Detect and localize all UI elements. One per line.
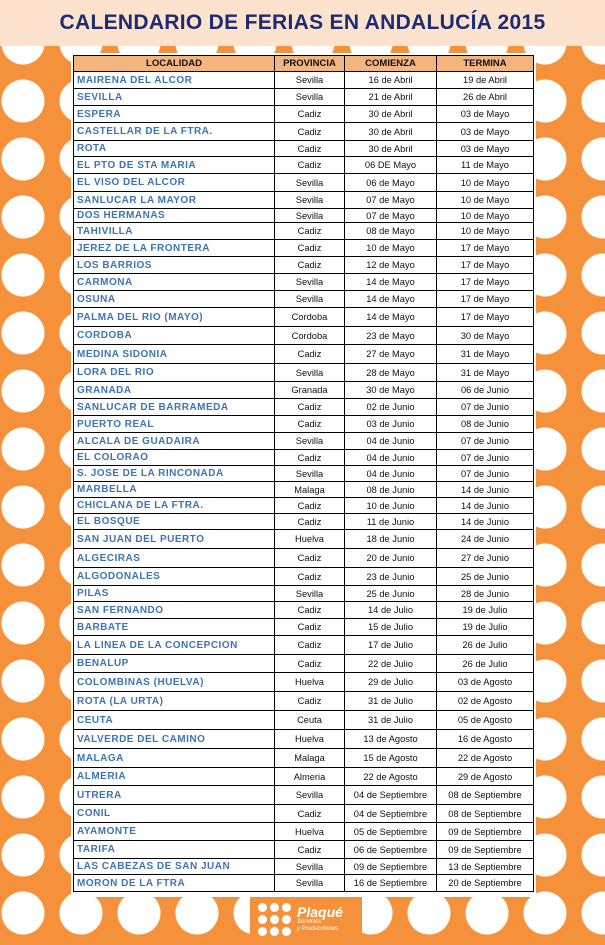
cell-loc: PILAS xyxy=(74,586,275,602)
cell-start: 07 de Mayo xyxy=(345,192,437,209)
table-row xyxy=(74,498,534,514)
cell-end: 17 de Mayo xyxy=(437,257,534,274)
cell-start: 15 de Agosto xyxy=(345,749,437,768)
cell-start: 04 de Junio xyxy=(345,466,437,482)
table-row xyxy=(74,619,534,636)
cell-prov: Cadiz xyxy=(275,123,345,141)
cell-loc: GRANADA xyxy=(74,382,275,399)
cell-prov: Cadiz xyxy=(275,619,345,636)
cell-end: 02 de Agosto xyxy=(437,692,534,711)
cell-end: 28 de Junio xyxy=(437,586,534,602)
page-title: CALENDARIO DE FERIAS EN ANDALUCÍA 2015 xyxy=(59,11,546,34)
cell-prov: Cadiz xyxy=(275,841,345,859)
cell-loc: CASTELLAR DE LA FTRA. xyxy=(74,123,275,141)
cell-prov: Malaga xyxy=(275,482,345,498)
cell-prov: Huelva xyxy=(275,673,345,692)
table-row xyxy=(74,106,534,123)
cell-loc: MEDINA SIDONIA xyxy=(74,345,275,364)
cell-end: 17 de Mayo xyxy=(437,291,534,308)
table-row xyxy=(74,141,534,157)
cell-prov: Sevilla xyxy=(275,466,345,482)
cell-loc: CARMONA xyxy=(74,274,275,291)
table-row xyxy=(74,416,534,433)
cell-end: 24 de Junio xyxy=(437,530,534,549)
cell-end: 16 de Agosto xyxy=(437,730,534,749)
cell-loc: EL COLORAO xyxy=(74,450,275,466)
table-header-row xyxy=(74,56,534,72)
logo-brand: Plaqué xyxy=(297,904,343,920)
table-row xyxy=(74,786,534,805)
cell-end: 08 de Septiembre xyxy=(437,805,534,823)
cell-loc: BENALUP xyxy=(74,655,275,673)
cell-prov: Cadiz xyxy=(275,257,345,274)
cell-prov: Sevilla xyxy=(275,274,345,291)
table-row xyxy=(74,568,534,586)
cell-end: 26 de Julio xyxy=(437,655,534,673)
table-row xyxy=(74,875,534,892)
cell-loc: SAN JUAN DEL PUERTO xyxy=(74,530,275,549)
table-row xyxy=(74,174,534,192)
cell-end: 17 de Mayo xyxy=(437,240,534,257)
table-row xyxy=(74,123,534,141)
table-row xyxy=(74,549,534,568)
table-row xyxy=(74,345,534,364)
cell-loc: CORDOBA xyxy=(74,327,275,345)
cell-prov: Cadiz xyxy=(275,416,345,433)
table-row xyxy=(74,327,534,345)
table-row xyxy=(74,433,534,450)
cell-prov: Cadiz xyxy=(275,498,345,514)
table-row xyxy=(74,482,534,498)
logo-tagline-1: Servicios xyxy=(297,919,322,925)
cell-prov: Cadiz xyxy=(275,223,345,240)
cell-start: 30 de Abril xyxy=(345,106,437,123)
cell-loc: DOS HERMANAS xyxy=(74,209,275,223)
cell-loc: MORON DE LA FTRA xyxy=(74,875,275,892)
cell-start: 04 de Septiembre xyxy=(345,805,437,823)
cell-loc: SANLUCAR LA MAYOR xyxy=(74,192,275,209)
table-row xyxy=(74,586,534,602)
cell-prov: Cadiz xyxy=(275,450,345,466)
cell-start: 06 de Septiembre xyxy=(345,841,437,859)
cell-end: 27 de Junio xyxy=(437,549,534,568)
cell-end: 19 de Julio xyxy=(437,602,534,619)
cell-prov: Huelva xyxy=(275,530,345,549)
cell-loc: MALAGA xyxy=(74,749,275,768)
cell-loc: S. JOSE DE LA RINCONADA xyxy=(74,466,275,482)
cell-start: 31 de Julio xyxy=(345,711,437,730)
cell-end: 29 de Agosto xyxy=(437,768,534,786)
cell-loc: ESPERA xyxy=(74,106,275,123)
table-row xyxy=(74,805,534,823)
cell-loc: BARBATE xyxy=(74,619,275,636)
cell-end: 09 de Septiembre xyxy=(437,823,534,841)
cell-loc: UTRERA xyxy=(74,786,275,805)
cell-prov: Cadiz xyxy=(275,240,345,257)
table-row xyxy=(74,730,534,749)
cell-start: 30 de Abril xyxy=(345,141,437,157)
cell-start: 15 de Julio xyxy=(345,619,437,636)
cell-end: 07 de Junio xyxy=(437,433,534,450)
cell-start: 29 de Julio xyxy=(345,673,437,692)
cell-start: 23 de Mayo xyxy=(345,327,437,345)
cell-prov: Malaga xyxy=(275,749,345,768)
table-body xyxy=(74,72,534,892)
table-row xyxy=(74,192,534,209)
cell-loc: COLOMBINAS (HUELVA) xyxy=(74,673,275,692)
cell-end: 22 de Agosto xyxy=(437,749,534,768)
cell-loc: CONIL xyxy=(74,805,275,823)
cell-end: 03 de Mayo xyxy=(437,141,534,157)
header-localidad: LOCALIDAD xyxy=(74,56,275,72)
cell-end: 19 de Julio xyxy=(437,619,534,636)
cell-prov: Sevilla xyxy=(275,433,345,450)
cell-start: 06 DE Mayo xyxy=(345,157,437,174)
cell-loc: CEUTA xyxy=(74,711,275,730)
table-row xyxy=(74,530,534,549)
cell-loc: SEVILLA xyxy=(74,89,275,106)
cell-loc: AYAMONTE xyxy=(74,823,275,841)
cell-start: 28 de Mayo xyxy=(345,364,437,382)
cell-loc: LOS BARRIOS xyxy=(74,257,275,274)
cell-loc: OSUNA xyxy=(74,291,275,308)
cell-prov: Cadiz xyxy=(275,805,345,823)
cell-start: 03 de Junio xyxy=(345,416,437,433)
cell-end: 08 de Junio xyxy=(437,416,534,433)
cell-start: 14 de Mayo xyxy=(345,291,437,308)
cell-prov: Sevilla xyxy=(275,174,345,192)
cell-loc: CHICLANA DE LA FTRA. xyxy=(74,498,275,514)
cell-end: 03 de Mayo xyxy=(437,123,534,141)
cell-start: 02 de Junio xyxy=(345,399,437,416)
cell-start: 11 de Junio xyxy=(345,514,437,530)
cell-start: 04 de Junio xyxy=(345,433,437,450)
table-row xyxy=(74,240,534,257)
table-row xyxy=(74,364,534,382)
cell-end: 05 de Agosto xyxy=(437,711,534,730)
cell-prov: Huelva xyxy=(275,823,345,841)
cell-start: 22 de Julio xyxy=(345,655,437,673)
table-row xyxy=(74,157,534,174)
table-row xyxy=(74,655,534,673)
cell-start: 16 de Septiembre xyxy=(345,875,437,892)
cell-prov: Sevilla xyxy=(275,209,345,223)
table-row xyxy=(74,841,534,859)
cell-prov: Sevilla xyxy=(275,859,345,875)
cell-prov: Sevilla xyxy=(275,364,345,382)
cell-end: 10 de Mayo xyxy=(437,192,534,209)
fairs-table xyxy=(73,55,534,892)
cell-start: 07 de Mayo xyxy=(345,209,437,223)
cell-start: 30 de Mayo xyxy=(345,382,437,399)
cell-loc: MARBELLA xyxy=(74,482,275,498)
cell-end: 07 de Junio xyxy=(437,466,534,482)
plaque-logo xyxy=(250,897,362,941)
table-row xyxy=(74,223,534,240)
cell-end: 08 de Septiembre xyxy=(437,786,534,805)
cell-loc: ALCALA DE GUADAIRA xyxy=(74,433,275,450)
cell-loc: PUERTO REAL xyxy=(74,416,275,433)
cell-start: 25 de Junio xyxy=(345,586,437,602)
cell-end: 03 de Agosto xyxy=(437,673,534,692)
cell-start: 20 de Junio xyxy=(345,549,437,568)
cell-prov: Cadiz xyxy=(275,157,345,174)
cell-loc: SAN FERNANDO xyxy=(74,602,275,619)
cell-loc: TARIFA xyxy=(74,841,275,859)
cell-loc: PALMA DEL RIO (MAYO) xyxy=(74,308,275,327)
cell-start: 13 de Agosto xyxy=(345,730,437,749)
cell-loc: ALMERIA xyxy=(74,768,275,786)
cell-start: 10 de Mayo xyxy=(345,240,437,257)
cell-prov: Sevilla xyxy=(275,192,345,209)
cell-prov: Huelva xyxy=(275,730,345,749)
cell-end: 10 de Mayo xyxy=(437,209,534,223)
table-row xyxy=(74,673,534,692)
cell-prov: Cadiz xyxy=(275,655,345,673)
table-row xyxy=(74,274,534,291)
cell-start: 09 de Septiembre xyxy=(345,859,437,875)
header-comienza: COMIENZA xyxy=(345,56,437,72)
cell-loc: EL PTO DE STA MARIA xyxy=(74,157,275,174)
cell-prov: Cadiz xyxy=(275,141,345,157)
cell-prov: Ceuta xyxy=(275,711,345,730)
table-row xyxy=(74,768,534,786)
cell-loc: EL BOSQUE xyxy=(74,514,275,530)
cell-loc: JEREZ DE LA FRONTERA xyxy=(74,240,275,257)
cell-loc: ROTA xyxy=(74,141,275,157)
cell-end: 10 de Mayo xyxy=(437,223,534,240)
cell-start: 30 de Abril xyxy=(345,123,437,141)
cell-loc: LAS CABEZAS DE SAN JUAN xyxy=(74,859,275,875)
cell-end: 06 de Junio xyxy=(437,382,534,399)
cell-loc: EL VISO DEL ALCOR xyxy=(74,174,275,192)
cell-end: 10 de Mayo xyxy=(437,174,534,192)
cell-prov: Sevilla xyxy=(275,586,345,602)
cell-loc: LORA DEL RIO xyxy=(74,364,275,382)
cell-end: 26 de Julio xyxy=(437,636,534,655)
table-row xyxy=(74,308,534,327)
table-row xyxy=(74,749,534,768)
cell-end: 14 de Junio xyxy=(437,514,534,530)
table-row xyxy=(74,291,534,308)
table-row xyxy=(74,89,534,106)
cell-end: 13 de Septiembre xyxy=(437,859,534,875)
cell-prov: Cadiz xyxy=(275,514,345,530)
cell-loc: ROTA (LA URTA) xyxy=(74,692,275,711)
cell-prov: Cordoba xyxy=(275,327,345,345)
cell-prov: Cadiz xyxy=(275,692,345,711)
cell-prov: Granada xyxy=(275,382,345,399)
cell-end: 07 de Junio xyxy=(437,450,534,466)
cell-end: 26 de Abril xyxy=(437,89,534,106)
cell-loc: SANLUCAR DE BARRAMEDA xyxy=(74,399,275,416)
cell-start: 17 de Julio xyxy=(345,636,437,655)
cell-end: 14 de Junio xyxy=(437,482,534,498)
table-row xyxy=(74,636,534,655)
cell-start: 14 de Julio xyxy=(345,602,437,619)
cell-prov: Sevilla xyxy=(275,786,345,805)
cell-end: 25 de Junio xyxy=(437,568,534,586)
cell-start: 27 de Mayo xyxy=(345,345,437,364)
cell-start: 12 de Mayo xyxy=(345,257,437,274)
cell-end: 20 de Septiembre xyxy=(437,875,534,892)
table-row xyxy=(74,257,534,274)
cell-start: 22 de Agosto xyxy=(345,768,437,786)
title-band xyxy=(0,0,605,46)
cell-prov: Sevilla xyxy=(275,72,345,89)
header-termina: TERMINA xyxy=(437,56,534,72)
cell-prov: Cordoba xyxy=(275,308,345,327)
table-row xyxy=(74,692,534,711)
cell-start: 31 de Julio xyxy=(345,692,437,711)
cell-prov: Cadiz xyxy=(275,345,345,364)
cell-end: 14 de Junio xyxy=(437,498,534,514)
table-row xyxy=(74,466,534,482)
table-row xyxy=(74,382,534,399)
cell-start: 18 de Junio xyxy=(345,530,437,549)
cell-start: 16 de Abril xyxy=(345,72,437,89)
cell-start: 14 de Mayo xyxy=(345,308,437,327)
cell-prov: Cadiz xyxy=(275,549,345,568)
cell-loc: LA LINEA DE LA CONCEPCION xyxy=(74,636,275,655)
cell-start: 06 de Mayo xyxy=(345,174,437,192)
table-row xyxy=(74,450,534,466)
table-row xyxy=(74,711,534,730)
cell-prov: Cadiz xyxy=(275,636,345,655)
cell-start: 10 de Junio xyxy=(345,498,437,514)
cell-start: 14 de Mayo xyxy=(345,274,437,291)
cell-end: 07 de Junio xyxy=(437,399,534,416)
table-row xyxy=(74,602,534,619)
cell-end: 11 de Mayo xyxy=(437,157,534,174)
cell-prov: Almeria xyxy=(275,768,345,786)
cell-end: 19 de Abril xyxy=(437,72,534,89)
cell-end: 17 de Mayo xyxy=(437,274,534,291)
cell-end: 31 de Mayo xyxy=(437,345,534,364)
cell-prov: Cadiz xyxy=(275,568,345,586)
table-row xyxy=(74,399,534,416)
table-row xyxy=(74,514,534,530)
cell-start: 23 de Junio xyxy=(345,568,437,586)
table-row xyxy=(74,859,534,875)
cell-loc: ALGODONALES xyxy=(74,568,275,586)
header-provincia: PROVINCIA xyxy=(275,56,345,72)
cell-start: 04 de Septiembre xyxy=(345,786,437,805)
table-row xyxy=(74,209,534,223)
cell-start: 21 de Abril xyxy=(345,89,437,106)
cell-prov: Cadiz xyxy=(275,106,345,123)
cell-loc: TAHIVILLA xyxy=(74,223,275,240)
cell-start: 04 de Junio xyxy=(345,450,437,466)
cell-loc: VALVERDE DEL CAMINO xyxy=(74,730,275,749)
table-row xyxy=(74,823,534,841)
logo-tagline-2: y Producciones xyxy=(297,926,339,932)
cell-prov: Sevilla xyxy=(275,291,345,308)
cell-start: 08 de Junio xyxy=(345,482,437,498)
cell-loc: ALGECIRAS xyxy=(74,549,275,568)
cell-end: 03 de Mayo xyxy=(437,106,534,123)
cell-end: 30 de Mayo xyxy=(437,327,534,345)
cell-loc: MAIRENA DEL ALCOR xyxy=(74,72,275,89)
cell-start: 08 de Mayo xyxy=(345,223,437,240)
cell-start: 05 de Septiembre xyxy=(345,823,437,841)
cell-prov: Cadiz xyxy=(275,602,345,619)
cell-end: 31 de Mayo xyxy=(437,364,534,382)
logo-dots-icon xyxy=(258,903,291,936)
cell-prov: Sevilla xyxy=(275,875,345,892)
cell-end: 09 de Septiembre xyxy=(437,841,534,859)
table-row xyxy=(74,72,534,89)
cell-prov: Cadiz xyxy=(275,399,345,416)
cell-prov: Sevilla xyxy=(275,89,345,106)
cell-end: 17 de Mayo xyxy=(437,308,534,327)
